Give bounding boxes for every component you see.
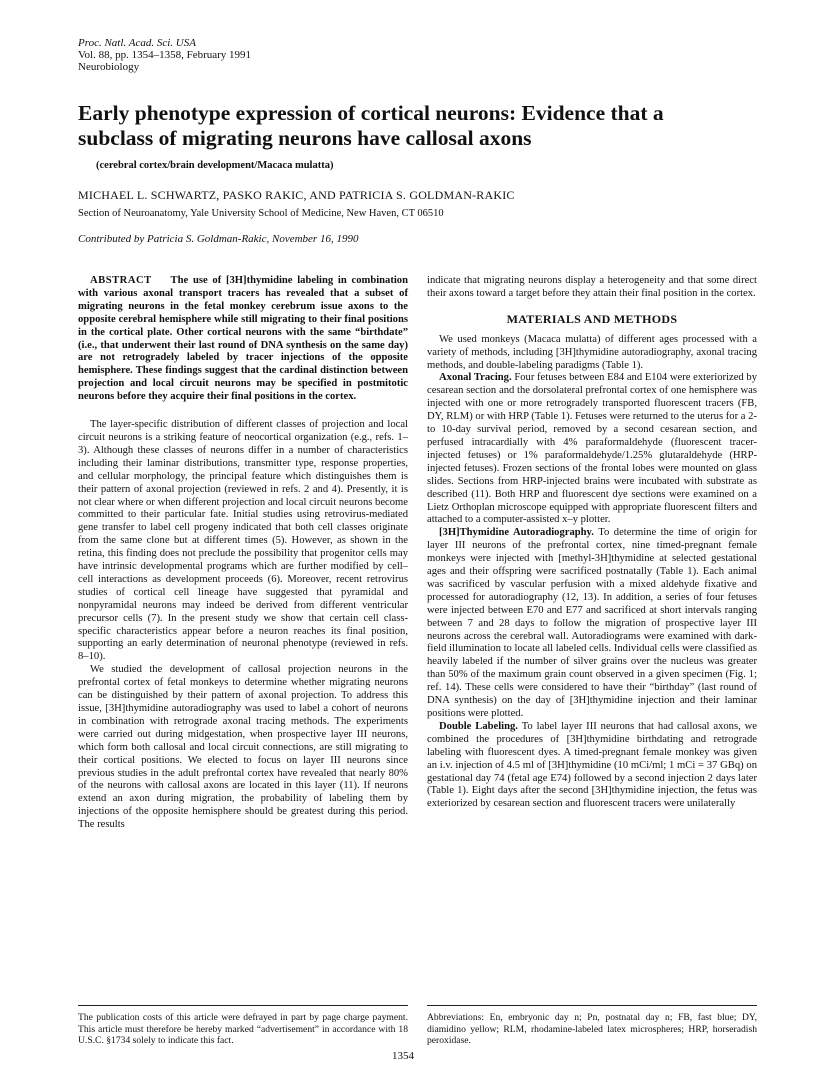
footnote-divider	[427, 1005, 757, 1006]
affiliation: Section of Neuroanatomy, Yale University School of Medicine, New Haven, CT 06510	[78, 208, 444, 219]
abstract	[78, 275, 408, 404]
abstract-text: The use of [3H]thymidine labeling in combination with various axonal transport tracers has revealed that a subset of migrating neurons in the fetal monkey cerebrum issue axons to the opposite cerebral hemisphere while still migrating to their final positions in the cortical plate. Other cortical neurons with the same “birthdate” (i.e., that underwent their last round of DNA synthesis on the same day) are not retrogradely labeled by tracer injections of the opposite hemisphere. These findings suggest that the cardinal distinction between projection and local circuit neurons may be specified in postmitotic neurons before they acquire their final positions in the cortex.	[78, 275, 408, 403]
article-title: Early phenotype expression of cortical neurons: Evidence that a subclass of migrating neurons have callosal axons	[78, 101, 664, 150]
subsection-heading: [3H]Thymidine Autoradiography.	[439, 527, 594, 539]
subsection-heading: Double Labeling.	[439, 720, 518, 732]
subsection-text: Four fetuses between E84 and E104 were exteriorized by cesarean section and the dorsolateral prefrontal cortex of one hemisphere was injected with one or more retrogradely transported fluorescent tracers (FB, DY, RLM) or with HRP (Table 1). Fetuses were returned to the uterus for a 2- to 10-day survival period, removed by a second cesarean section, and perfused intracardially with 4% paraformaldehyde (fluorescent tracer-injected fetuses) or 1% paraformaldehyde/1.25% glutaraldehyde (HRP-injected fetuses). Frozen sections of the frontal lobes were mounted on glass slides. Sections from HRP-injected brains were incubated with substrate as described (11). Both HRP and fluorescent dye sections were examined on a Lietz Orthoplan microscope equipped with appropriate fluorescent filters and attached to a computer-assisted x–y plotter.	[427, 372, 757, 526]
body-paragraph: The layer-specific distribution of different classes of projection and local circuit neurons is a striking feature of neocortical organization (e.g., refs. 1–3). Although these classes of neurons differ in a number of characteristics including their laminar distributions, transmitter type, response properties, and cellular morphology, the principal feature which distinguishes them is their pattern of axonal projection (reviewed in refs. 2 and 4). Presently, it is not clear where or when different projection and local circuit neurons become committed to their particular fate. Initial studies using retrovirus-mediated gene transfer to label cell progeny indicated that both cell classes originate from the same clone but at different times (5). However, as shown in the retina, this finding does not preclude the possibility that progenitor cells may have intrinsic developmental programs which are further modified by cell–cell interactions as development proceeds (6). Moreover, recent retrovirus studies of cortical cell lineage have suggested that pyramidal and nonpyramidal neurons may indeed be derived from different ventricular precursor cells (7). In the present study we show that certain cell class-specific characteristics appear before a neuron reaches its final position, supporting an early determination of neuronal phenotype (reviewed in refs. 8–10).	[78, 419, 408, 663]
right-column	[427, 275, 757, 811]
volume-info: Vol. 88, pp. 1354–1358, February 1991	[78, 49, 252, 61]
body-paragraph: indicate that migrating neurons display a heterogeneity and that some direct their axons toward a target before they attain their final position in the cortex.	[427, 275, 757, 299]
authors: MICHAEL L. SCHWARTZ, PASKO RAKIC, AND PATRICIA S. GOLDMAN-RAKIC	[78, 188, 515, 202]
abstract-label: ABSTRACT	[90, 275, 152, 286]
methods-paragraph	[427, 372, 757, 527]
footnote-abbreviations: Abbreviations: En, embryonic day n; Pn, postnatal day n; FB, fast blue; DY, diamidino yellow; RLM, rhodamine-labeled latex microspheres; HRP, horseradish peroxidase.	[427, 1012, 757, 1046]
subsection-text: To label layer III neurons that had callosal axons, we combined the procedures of [3H]thymidine birthdating and retrograde labeling with fluorescent dyes. A timed-pregnant female monkey was given an i.v. injection of 4.5 ml of [3H]thymidine (10 mCi/ml; 1 mCi = 37 GBq) on gestational day 74 (fetal age E74) followed by a second injection 2 days later (Table 1). Eight days after the second [3H]thymidine injection, the fetus was exteriorized by cesarean section and fluorescent tracers were unilaterally	[427, 720, 757, 810]
page-number: 1354	[392, 1050, 414, 1062]
contributed-by: Contributed by Patricia S. Goldman-Rakic, November 16, 1990	[78, 233, 359, 245]
footnote-publication-costs: The publication costs of this article were defrayed in part by page charge payment. This article must therefore be hereby marked “advertisement” in accordance with 18 U.S.C. §1734 solely to indicate this fact.	[78, 1012, 408, 1046]
journal-header	[78, 37, 251, 73]
left-column	[78, 275, 408, 832]
journal-name: Proc. Natl. Acad. Sci. USA	[78, 37, 196, 49]
methods-paragraph	[427, 527, 757, 721]
methods-paragraph	[427, 721, 757, 811]
footnote-divider	[78, 1005, 408, 1006]
subsection-text: To determine the time of origin for layer III neurons of the prefrontal cortex, nine timed-pregnant female monkeys were injected with [methyl-3H]thymidine at selected gestational ages and their offspring were sacrificed postnatally (Table 1). Each animal was sacrificed by vascular perfusion with a mixed aldehyde fixative and processed for autoradiography (12, 13). In addition, a series of four fetuses were injected between E70 and E77 and sacrificed at short intervals ranging between 7 and 28 days to follow the migration of prospective layer III neurons across the cerebral wall. Autoradiograms were examined with dark-field illumination to locate all labeled cells. Individual cells were classified as heavily labeled if the number of silver grains over the nucleus was greater than 50% of the maximum grain count observed in a given specimen (Fig. 1; ref. 14). These cells were considered to have their “birthday” (last round of DNA synthesis) on the day of [3H]thymidine injection and their laminar positions were plotted.	[427, 527, 757, 719]
body-paragraph: We studied the development of callosal projection neurons in the prefrontal cortex of fetal monkeys to determine whether migrating neurons can be distinguished by their pattern of axonal projection. To address this issue, [3H]thymidine autoradiography was used to label a cohort of neurons in combination with retrograde axonal tracing methods. The experiments were carried out during midgestation, when prospective layer III neurons, which form both callosal and local circuit connections, are still migrating to their cortical positions. We elected to focus on layer III neurons since previous studies in the adult prefrontal cortex have revealed that nearly 80% of the neurons with callosal axons are located in this layer (11). If neurons extend an axon during migration, the probability of labeling them by injections of the opposite hemisphere should be greatest during this period. The results	[78, 664, 408, 831]
section-heading: MATERIALS AND METHODS	[506, 311, 678, 326]
subsection-heading: Axonal Tracing.	[439, 372, 512, 384]
keywords: (cerebral cortex/brain development/Macaca mulatta)	[96, 160, 334, 171]
subject-section: Neurobiology	[78, 61, 140, 73]
body-paragraph: We used monkeys (Macaca mulatta) of different ages processed with a variety of methods, including [3H]thymidine autoradiography, axonal tracing methods, and double-labeling paradigms (Table 1).	[427, 333, 757, 371]
